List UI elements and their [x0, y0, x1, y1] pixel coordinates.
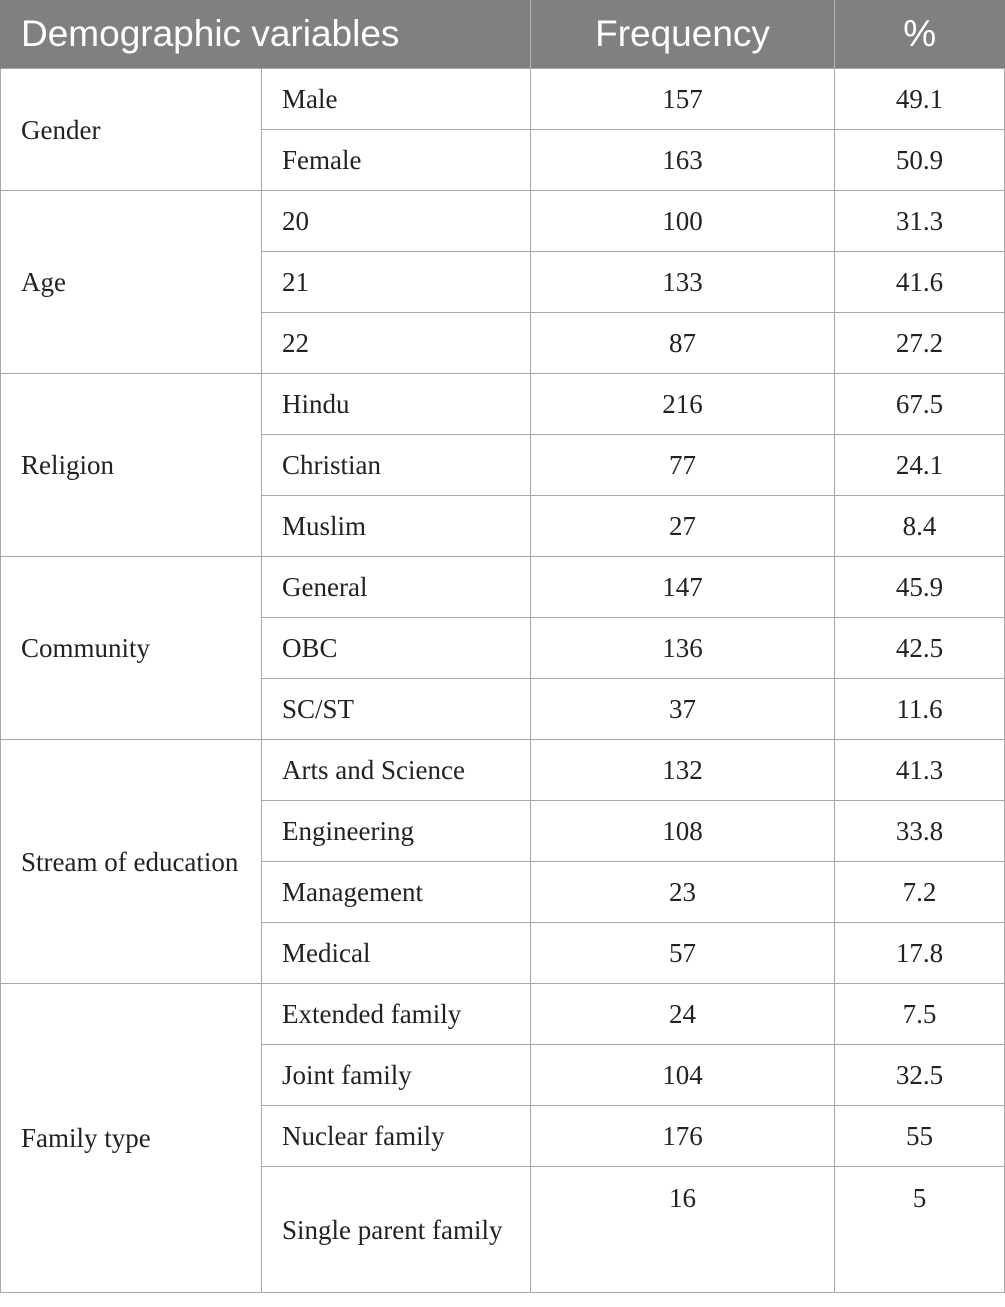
row-frequency: 132	[531, 740, 835, 801]
row-label: OBC	[262, 618, 531, 679]
row-label: Muslim	[262, 496, 531, 557]
row-percent: 41.3	[835, 740, 1005, 801]
row-label: Engineering	[262, 801, 531, 862]
table-row	[1, 984, 1005, 1045]
row-percent: 11.6	[835, 679, 1005, 740]
category-stream-of-education: Stream of education	[1, 740, 262, 984]
row-percent: 5	[835, 1167, 1005, 1293]
row-frequency: 176	[531, 1106, 835, 1167]
row-frequency: 24	[531, 984, 835, 1045]
row-frequency: 23	[531, 862, 835, 923]
row-percent: 32.5	[835, 1045, 1005, 1106]
row-label: 21	[262, 252, 531, 313]
row-label: Hindu	[262, 374, 531, 435]
row-frequency: 104	[531, 1045, 835, 1106]
table-row	[1, 191, 1005, 252]
row-label: General	[262, 557, 531, 618]
category-family-type: Family type	[1, 984, 262, 1293]
row-label: Female	[262, 130, 531, 191]
row-frequency: 133	[531, 252, 835, 313]
row-label: Extended family	[262, 984, 531, 1045]
row-label: Single parent family	[262, 1167, 531, 1293]
row-frequency: 100	[531, 191, 835, 252]
category-age: Age	[1, 191, 262, 374]
row-label: Male	[262, 69, 531, 130]
category-gender: Gender	[1, 69, 262, 191]
row-percent: 55	[835, 1106, 1005, 1167]
row-percent: 8.4	[835, 496, 1005, 557]
row-label: 22	[262, 313, 531, 374]
row-percent: 33.8	[835, 801, 1005, 862]
row-percent: 7.2	[835, 862, 1005, 923]
row-frequency: 87	[531, 313, 835, 374]
row-percent: 31.3	[835, 191, 1005, 252]
row-label: Arts and Science	[262, 740, 531, 801]
row-label: 20	[262, 191, 531, 252]
row-frequency: 147	[531, 557, 835, 618]
row-percent: 24.1	[835, 435, 1005, 496]
row-label: SC/ST	[262, 679, 531, 740]
header-row	[1, 0, 1005, 69]
row-frequency: 16	[531, 1167, 835, 1293]
row-percent: 50.9	[835, 130, 1005, 191]
row-percent: 42.5	[835, 618, 1005, 679]
category-community: Community	[1, 557, 262, 740]
table-row	[1, 374, 1005, 435]
row-frequency: 216	[531, 374, 835, 435]
row-label: Nuclear family	[262, 1106, 531, 1167]
row-frequency: 108	[531, 801, 835, 862]
row-label: Management	[262, 862, 531, 923]
row-percent: 49.1	[835, 69, 1005, 130]
header-demographic-variables: Demographic variables	[1, 0, 531, 69]
row-frequency: 37	[531, 679, 835, 740]
header-percent: %	[835, 0, 1005, 69]
table-row	[1, 557, 1005, 618]
row-frequency: 157	[531, 69, 835, 130]
row-frequency: 77	[531, 435, 835, 496]
row-percent: 67.5	[835, 374, 1005, 435]
row-percent: 27.2	[835, 313, 1005, 374]
row-frequency: 27	[531, 496, 835, 557]
row-label: Christian	[262, 435, 531, 496]
table-row	[1, 69, 1005, 130]
header-frequency: Frequency	[531, 0, 835, 69]
row-percent: 7.5	[835, 984, 1005, 1045]
table-row	[1, 740, 1005, 801]
row-label: Medical	[262, 923, 531, 984]
row-percent: 17.8	[835, 923, 1005, 984]
row-frequency: 136	[531, 618, 835, 679]
row-label: Joint family	[262, 1045, 531, 1106]
row-percent: 45.9	[835, 557, 1005, 618]
row-frequency: 57	[531, 923, 835, 984]
row-frequency: 163	[531, 130, 835, 191]
category-religion: Religion	[1, 374, 262, 557]
row-percent: 41.6	[835, 252, 1005, 313]
